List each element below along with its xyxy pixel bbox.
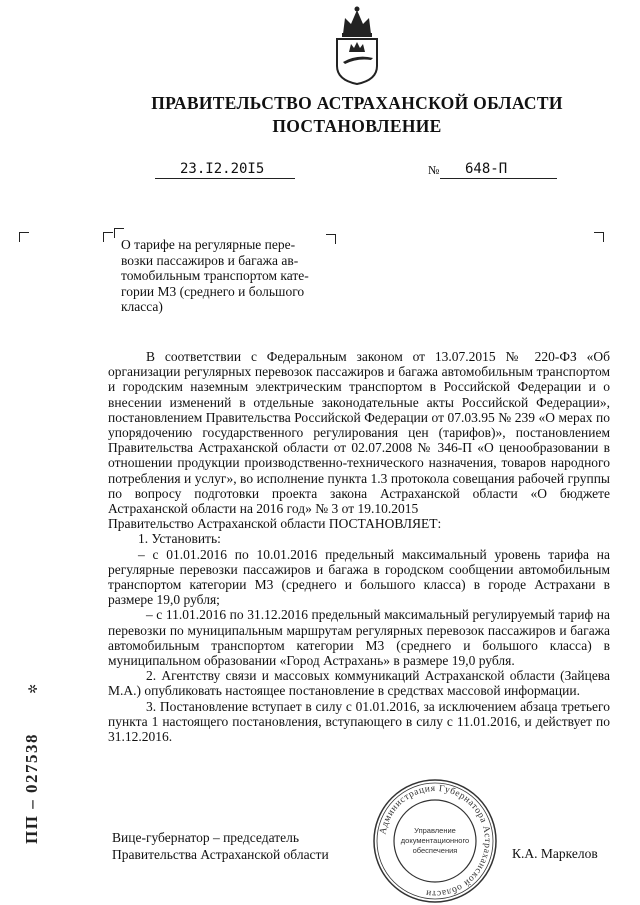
seal-center-line: обеспечения	[412, 846, 458, 855]
document-body	[108, 349, 610, 744]
item-1-bullet-1: – с 01.01.2016 по 10.01.2016 предельный максимальный уровень тарифа на регулярные перевозки пассажиров и багажа в городском сообщении автомобильным транспортом категории М3 (среднего и большого класса) в городе Астрахани в размере 19,0 рубля;	[108, 546, 610, 608]
coat-of-arms-icon	[327, 4, 387, 86]
organization-title: ПРАВИТЕЛЬСТВО АСТРАХАНСКОЙ ОБЛАСТИ	[151, 93, 563, 113]
left-corner-mark	[19, 232, 29, 242]
signatory-name: К.А. Маркелов	[512, 846, 598, 861]
seal-ring-text: Администрация Губернатора Астраханской области	[378, 783, 493, 899]
subject-line: класса)	[121, 299, 163, 314]
signatory-title-line: Правительства Астраханской области	[112, 847, 329, 862]
subject-line: возки пассажиров и багажа ав-	[121, 252, 299, 268]
seal-center-line: Управление	[414, 826, 456, 835]
subject-line: гории М3 (среднего и большого	[121, 283, 305, 299]
signatory-title	[112, 829, 329, 863]
seal-center-line: документационного	[400, 836, 470, 845]
item-3-paragraph: 3. Постановление вступает в силу с 01.01.2016, за исключением абзаца третьего пункта 1 настоящего постановления, вступающего в силу с 11.01.2016, и действует по 31.12.2016.	[108, 698, 610, 745]
preamble-paragraph: В соответствии с Федеральным законом от 13.07.2015 № 220-ФЗ «Об организации регулярных перевозок пассажиров и багажа автомобильным транспортом и городским наземным электрическим транспортом в Российской Федерации и о внесении изменений в отдельные законодательные акты Российской Федерации», постановлением Правительства Российской Федерации от 07.03.95 № 239 «О мерах по упорядочению государственного регулирования цен (тарифов)», постановлением Правительства Астраханской области от 02.07.2008 № 346-П «О ценообразовании в отношении продукции производственно-технического назначения, товаров народного потребления и услуг», во исполнение пункта 1.3 протокола совещания рабочей группы по вопросу подготовки проекта закона Астраханской области «О бюджете Астраханской области на 2016 год» № 3 от 19.10.2015	[108, 349, 610, 517]
document-subject	[121, 237, 331, 315]
item-1-bullet-2: – с 11.01.2016 по 31.12.2016 предельный максимальный регулируемый тариф на перевозки по муниципальным маршрутам регулярных перевозок пассажиров и багажа автомобильным транспортом категории М3 (среднего и большого класса) в муниципальном образовании «Город Астрахань» в размере 19,0 рубля.	[108, 607, 610, 669]
subject-line: томобильным транспортом кате-	[121, 268, 309, 283]
subject-bracket-left	[103, 232, 113, 242]
number-sign: №	[428, 163, 440, 177]
resolves-line: Правительство Астраханской области ПОСТАНОВЛЯЕТ:	[108, 516, 442, 532]
document-number: 648-П	[465, 161, 508, 177]
number-underline	[440, 178, 557, 179]
subject-line: О тарифе на регулярные пере-	[121, 237, 296, 252]
seal-stamp	[371, 778, 499, 904]
side-serial-text: ПП – 027538	[22, 733, 41, 844]
asterisk-mark: ✲	[26, 683, 40, 694]
right-corner-mark	[594, 232, 604, 242]
item-1-heading: 1. Установить:	[138, 531, 221, 547]
side-serial-code	[10, 682, 48, 847]
item-2-paragraph: 2. Агентству связи и массовых коммуникаций Астраханской области (Зайцева М.А.) опубликовать настоящее постановление в средствах массовой информации.	[108, 668, 610, 699]
document-type-title: ПОСТАНОВЛЕНИЕ	[272, 116, 442, 136]
document-date: 23.I2.20I5	[180, 161, 265, 177]
date-underline	[155, 178, 295, 179]
signatory-title-line: Вице-губернатор – председатель	[112, 830, 299, 845]
